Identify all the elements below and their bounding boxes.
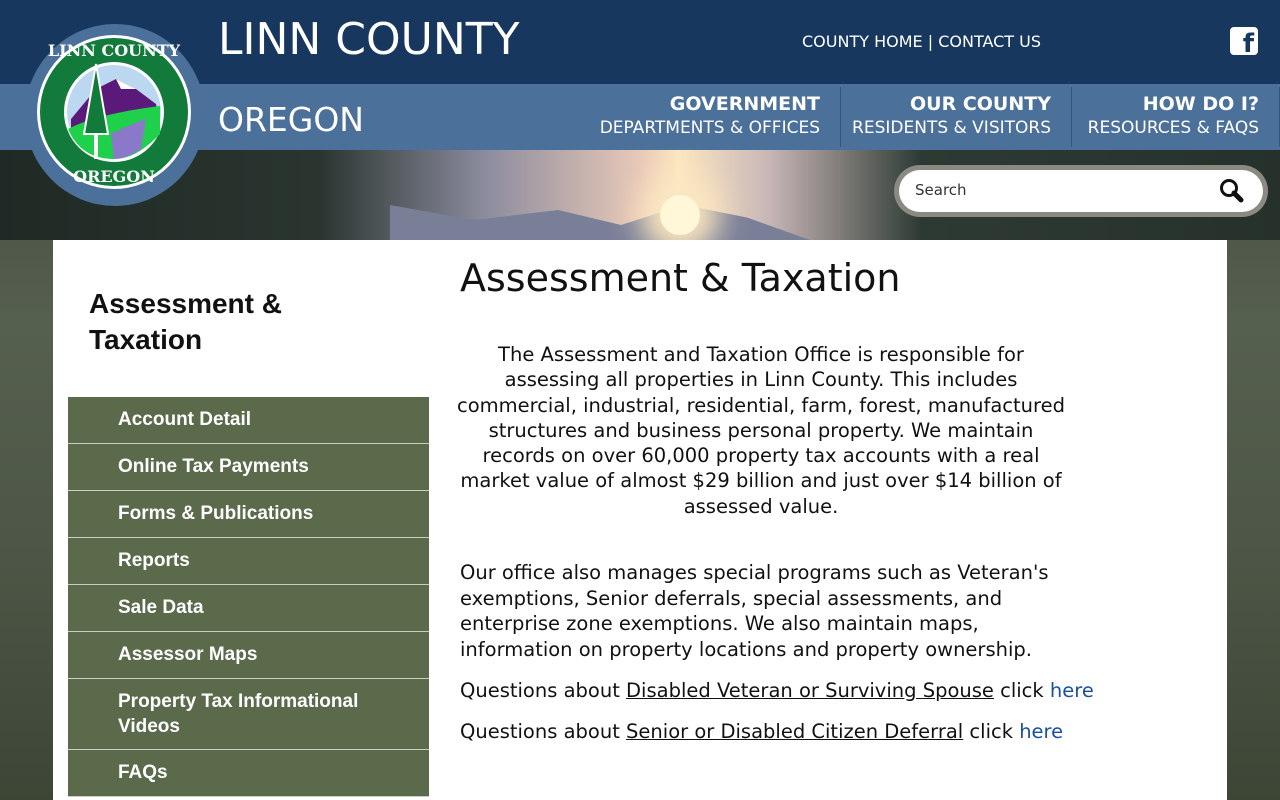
nav-our-county[interactable] — [841, 87, 1072, 147]
sidebar-item-assessor-maps[interactable]: Assessor Maps — [68, 632, 429, 679]
nav-subtitle: DEPARTMENTS & OFFICES — [599, 118, 820, 138]
question-prefix: Questions about — [460, 720, 627, 743]
sidebar-item-faqs[interactable]: FAQs — [68, 750, 429, 797]
sidebar-title: Assessment & Taxation — [89, 288, 282, 355]
county-seal-logo[interactable] — [36, 34, 192, 190]
programs-paragraph: Our office also manages special programs such as Veteran's exemptions, Senior deferrals, special assessments, and enterprise zone exemptions. We also maintain maps, information on property locations and property ownership. — [460, 561, 1049, 661]
sidebar-item-account-detail[interactable]: Account Detail — [68, 397, 429, 444]
nav-title: HOW DO I? — [1142, 93, 1259, 115]
top-links — [802, 32, 1041, 51]
sidebar-item-online-tax-payments[interactable]: Online Tax Payments — [68, 444, 429, 491]
question-senior — [460, 720, 1063, 743]
site-title[interactable]: LINN COUNTY — [218, 14, 520, 65]
nav-title: GOVERNMENT — [669, 93, 820, 115]
sidebar-item-videos[interactable]: Property Tax Informational Videos — [68, 679, 429, 750]
search-input[interactable] — [899, 170, 1263, 212]
intro-paragraph: The Assessment and Taxation Office is responsible for assessing all properties in Linn County. This includes commercial, industrial, residential, farm, forest, manufactured structures and business personal property. We maintain records on over 60,000 property tax accounts with a real market value of almost $29 billion and just over $14 billion of assessed value. — [456, 343, 1065, 518]
nav-subtitle: RESIDENTS & VISITORS — [852, 118, 1051, 138]
svg-text:OREGON: OREGON — [73, 167, 155, 186]
page-title: Assessment & Taxation — [460, 256, 901, 300]
contact-us-link[interactable]: CONTACT US — [938, 32, 1042, 51]
sidebar-menu — [68, 397, 429, 797]
sidebar-item-reports[interactable]: Reports — [68, 538, 429, 585]
question-mid: click — [993, 679, 1050, 702]
search-placeholder: Search — [915, 181, 967, 199]
sidebar-item-sale-data[interactable]: Sale Data — [68, 585, 429, 632]
search-box — [894, 165, 1268, 217]
link-separator: | — [927, 32, 934, 51]
sidebar-item-forms-publications[interactable]: Forms & Publications — [68, 491, 429, 538]
veteran-here-link[interactable]: here — [1049, 679, 1094, 702]
nav-government[interactable] — [560, 87, 841, 147]
svg-text:LINN COUNTY: LINN COUNTY — [47, 41, 181, 60]
nav-title: OUR COUNTY — [910, 93, 1051, 115]
county-home-link[interactable]: COUNTY HOME — [802, 32, 923, 51]
nav-subtitle: RESOURCES & FAQS — [1087, 118, 1259, 138]
veteran-link[interactable]: Disabled Veteran or Surviving Spouse — [626, 679, 994, 702]
search-icon[interactable] — [1219, 178, 1245, 204]
senior-here-link[interactable]: here — [1019, 720, 1064, 743]
question-mid: click — [963, 720, 1020, 743]
question-veteran — [460, 679, 1094, 702]
question-prefix: Questions about — [460, 679, 627, 702]
senior-link[interactable]: Senior or Disabled Citizen Deferral — [626, 720, 964, 743]
nav-how-do-i[interactable] — [1072, 87, 1280, 147]
facebook-icon[interactable]: f — [1230, 27, 1258, 55]
site-subtitle: OREGON — [218, 100, 364, 139]
